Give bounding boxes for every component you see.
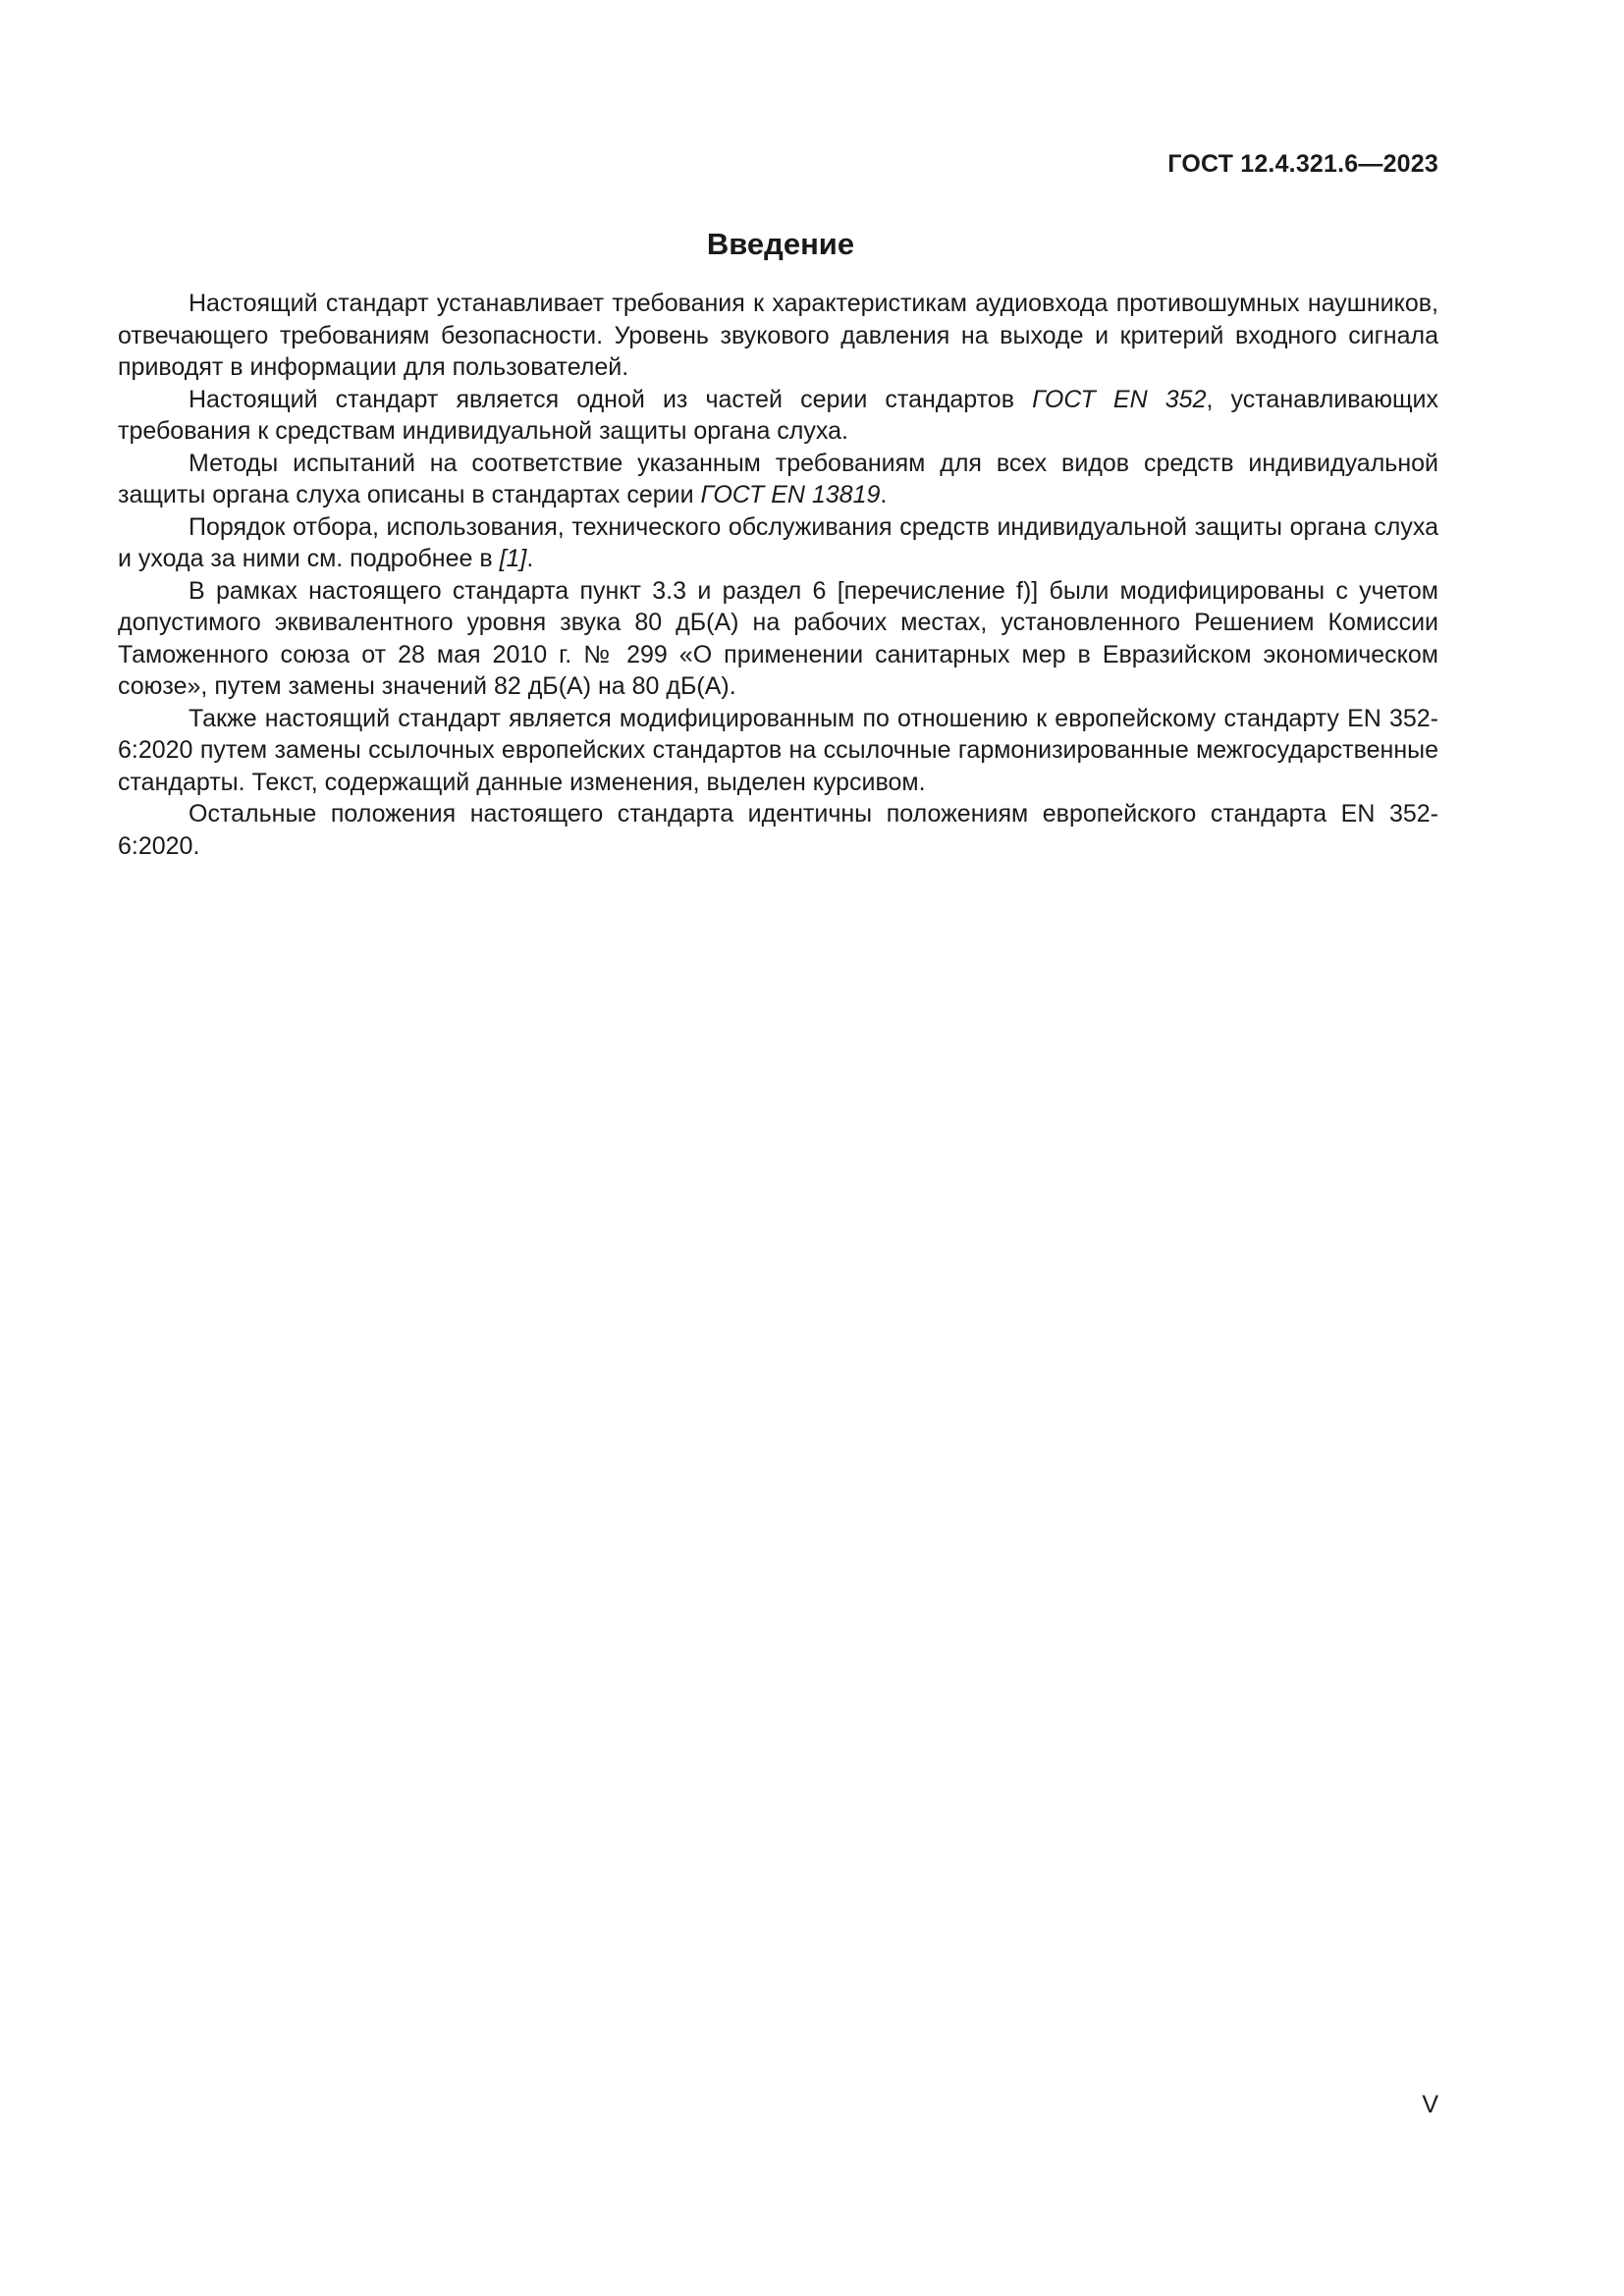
paragraph-text: , устанавливающих требования к средствам индивидуальной защиты органа слуха. <box>118 385 1438 445</box>
paragraph <box>118 511 1438 575</box>
standard-reference: ГОСТ EN 13819 <box>700 481 881 508</box>
paragraph-text: Остальные положения настоящего стандарта идентичны положениям европейского стандарта EN 352-6:2020. <box>118 800 1438 860</box>
paragraph <box>118 703 1438 799</box>
paragraph <box>118 575 1438 703</box>
paragraph-text: Также настоящий стандарт является модифицированным по отношению к европейскому стандарту EN 352-6:2020 путем замены ссылочных европейских стандартов на ссылочные гармонизированные межгосударственные стандарты. Текст, содержащий данные изменения, выделен курсивом. <box>118 704 1438 796</box>
paragraph <box>118 798 1438 862</box>
standard-reference: ГОСТ EN 352 <box>1032 385 1207 413</box>
introduction-body <box>118 288 1438 862</box>
page-number: V <box>1422 2091 1438 2118</box>
paragraph <box>118 288 1438 384</box>
paragraph-text: Настоящий стандарт устанавливает требования к характеристикам аудиовхода противошумных наушников, отвечающего требованиям безопасности. Уровень звукового давления на выходе и критерий входного сигнала приводят в информации для пользователей. <box>118 290 1438 381</box>
section-title: Введение <box>706 227 855 261</box>
bibliography-reference: [1] <box>499 545 527 572</box>
paragraph-text: . <box>880 481 888 508</box>
paragraph <box>118 384 1438 448</box>
document-code: ГОСТ 12.4.321.6—2023 <box>1167 150 1438 178</box>
paragraph-text: Настоящий стандарт является одной из частей серии стандартов <box>189 385 1033 413</box>
paragraph-text: В рамках настоящего стандарта пункт 3.3 и раздел 6 [перечисление f)] были модифицированы с учетом допустимого эквивалентного уровня звука 80 дБ(А) на рабочих местах, установленного Решением Комиссии Таможенного союза от 28 мая 2010 г. № 299 «О применении санитарных мер в Евразийском экономическом союзе», путем замены значений 82 дБ(А) на 80 дБ(А). <box>118 576 1438 700</box>
paragraph-text: Порядок отбора, использования, технического обслуживания средств индивидуальной защиты органа слуха и ухода за ними см. подробнее в <box>118 512 1438 572</box>
paragraph <box>118 448 1438 511</box>
paragraph-text: . <box>526 545 534 572</box>
paragraph-text: Методы испытаний на соответствие указанным требованиям для всех видов средств индивидуальной защиты органа слуха описаны в стандартах серии <box>118 449 1438 508</box>
